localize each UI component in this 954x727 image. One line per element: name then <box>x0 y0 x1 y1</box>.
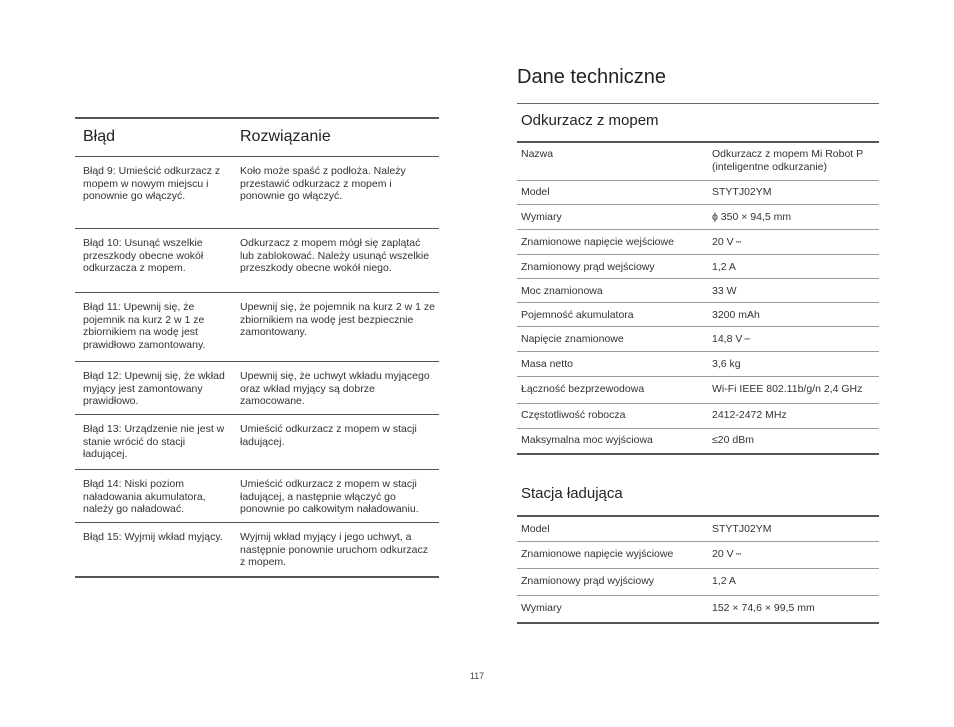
spec-key: Wymiary <box>521 602 562 614</box>
table-row <box>517 376 879 404</box>
error-cell: Błąd 9: Umieścić odkurzacz z mopem w nowym miejscu i ponownie go włączyć. <box>83 165 221 203</box>
spec-key: Znamionowe napięcie wyjściowe <box>521 548 674 560</box>
table-row <box>75 469 439 524</box>
dc-symbol-icon: ⎓ <box>735 239 741 246</box>
spec-key: Wymiary <box>521 211 562 223</box>
table-row <box>517 143 879 180</box>
table-row <box>517 254 879 279</box>
table-row <box>75 522 439 577</box>
table-row <box>75 361 439 415</box>
page-number: 117 <box>469 671 485 681</box>
title-rule <box>517 103 879 104</box>
spec-key: Moc znamionowa <box>521 285 603 297</box>
table-row <box>517 229 879 255</box>
spec-value: 14,8 V ⎓ <box>712 333 750 345</box>
error-cell: Błąd 12: Upewnij się, że wkład myjący jest zamontowany prawidłowo. <box>83 370 225 408</box>
spec-value: 2412-2472 MHz <box>712 409 787 421</box>
spec-value: 3,6 kg <box>712 358 741 370</box>
spec-value: 1,2 A <box>712 261 736 273</box>
spec-key: Maksymalna moc wyjściowa <box>521 434 653 446</box>
table-bottom-rule <box>75 576 439 578</box>
spec-value: ϕ 350 × 94,5 mm <box>712 211 792 223</box>
dock-table-bottom-rule <box>517 622 879 624</box>
spec-key: Masa netto <box>521 358 573 370</box>
spec-key: Model <box>521 186 550 198</box>
table-row <box>517 403 879 429</box>
solution-cell: Umieścić odkurzacz z mopem w stacji ładującej. <box>240 423 417 448</box>
spec-value: 33 W <box>712 285 737 297</box>
table-row <box>75 156 439 228</box>
solution-cell: Odkurzacz z mopem mógł się zaplątać lub zablokować. Należy usunąć wszelkie przeszkody obecne wokół niego. <box>240 237 430 275</box>
table-row <box>517 278 879 303</box>
spec-key: Znamionowy prąd wyjściowy <box>521 575 655 587</box>
spec-key: Pojemność akumulatora <box>521 309 634 321</box>
dc-symbol-icon: ⎓ <box>735 551 741 558</box>
section-title-robot: Odkurzacz z mopem <box>521 112 659 129</box>
spec-value: 20 V ⎓ <box>712 548 741 560</box>
section-title-dock: Stacja ładująca <box>521 485 623 502</box>
table-row <box>75 414 439 470</box>
spec-key: Napięcie znamionowe <box>521 333 624 345</box>
table-row <box>517 541 879 569</box>
page-title: Dane techniczne <box>517 66 666 88</box>
error-cell: Błąd 13: Urządzenie nie jest w stanie wrócić do stacji ładującej. <box>83 423 225 461</box>
spec-table-bottom-rule <box>517 453 879 455</box>
table-row <box>517 351 879 377</box>
spec-value: 1,2 A <box>712 575 736 587</box>
dc-symbol-icon: ⎓ <box>744 336 750 343</box>
error-cell: Błąd 10: Usunąć wszelkie przeszkody obecne wokół odkurzacza z mopem. <box>83 237 204 275</box>
header-solution: Rozwiązanie <box>240 128 331 145</box>
table-row <box>517 568 879 596</box>
solution-cell: Upewnij się, że uchwyt wkładu myjącego oraz wkład myjący są dobrze zamocowane. <box>240 370 430 408</box>
spec-value: STYTJ02YM <box>712 523 772 535</box>
spec-key: Model <box>521 523 550 535</box>
solution-cell: Wyjmij wkład myjący i jego uchwyt, a następnie ponownie uruchom odkurzacz z mopem. <box>240 531 428 569</box>
error-cell: Błąd 15: Wyjmij wkład myjący. <box>83 531 223 543</box>
spec-value: Wi-Fi IEEE 802.11b/g/n 2,4 GHz <box>712 383 863 395</box>
spec-value: STYTJ02YM <box>712 186 772 198</box>
spec-key: Nazwa <box>521 148 554 160</box>
solution-cell: Umieścić odkurzacz z mopem w stacji ładującej, a następnie włączyć go ponownie po całkowitym naładowaniu. <box>240 478 419 516</box>
table-row <box>75 228 439 293</box>
spec-key: Łączność bezprzewodowa <box>521 383 645 395</box>
table-row <box>517 428 879 454</box>
spec-key: Znamionowy prąd wejściowy <box>521 261 655 273</box>
table-row <box>75 292 439 362</box>
spec-key: Znamionowe napięcie wejściowe <box>521 236 674 248</box>
table-row <box>517 204 879 229</box>
spec-value: Odkurzacz z mopem Mi Robot P (inteligentne odkurzanie) <box>712 148 863 173</box>
error-cell: Błąd 11: Upewnij się, że pojemnik na kurz 2 w 1 ze zbiornikiem na wodę jest prawidłowo zamontowany. <box>83 301 206 352</box>
table-row <box>517 326 879 352</box>
spec-value: 3200 mAh <box>712 309 760 321</box>
spec-value: 152 × 74,6 × 99,5 mm <box>712 602 815 614</box>
spec-key: Częstotliwość robocza <box>521 409 626 421</box>
error-table-header <box>75 119 439 156</box>
spec-value: ≤20 dBm <box>712 434 754 446</box>
solution-cell: Upewnij się, że pojemnik na kurz 2 w 1 ze zbiornikiem na wodę jest bezpiecznie zamontowany. <box>240 301 435 339</box>
error-cell: Błąd 14: Niski poziom naładowania akumulatora, należy go naładować. <box>83 478 206 516</box>
table-row <box>517 180 879 205</box>
table-row <box>517 595 879 623</box>
spec-value: 20 V ⎓ <box>712 236 741 248</box>
solution-cell: Koło może spaść z podłoża. Należy przestawić odkurzacz z mopem i ponownie go włączyć. <box>240 165 406 203</box>
table-row <box>517 302 879 327</box>
header-error: Błąd <box>83 128 116 145</box>
table-row <box>517 517 879 541</box>
